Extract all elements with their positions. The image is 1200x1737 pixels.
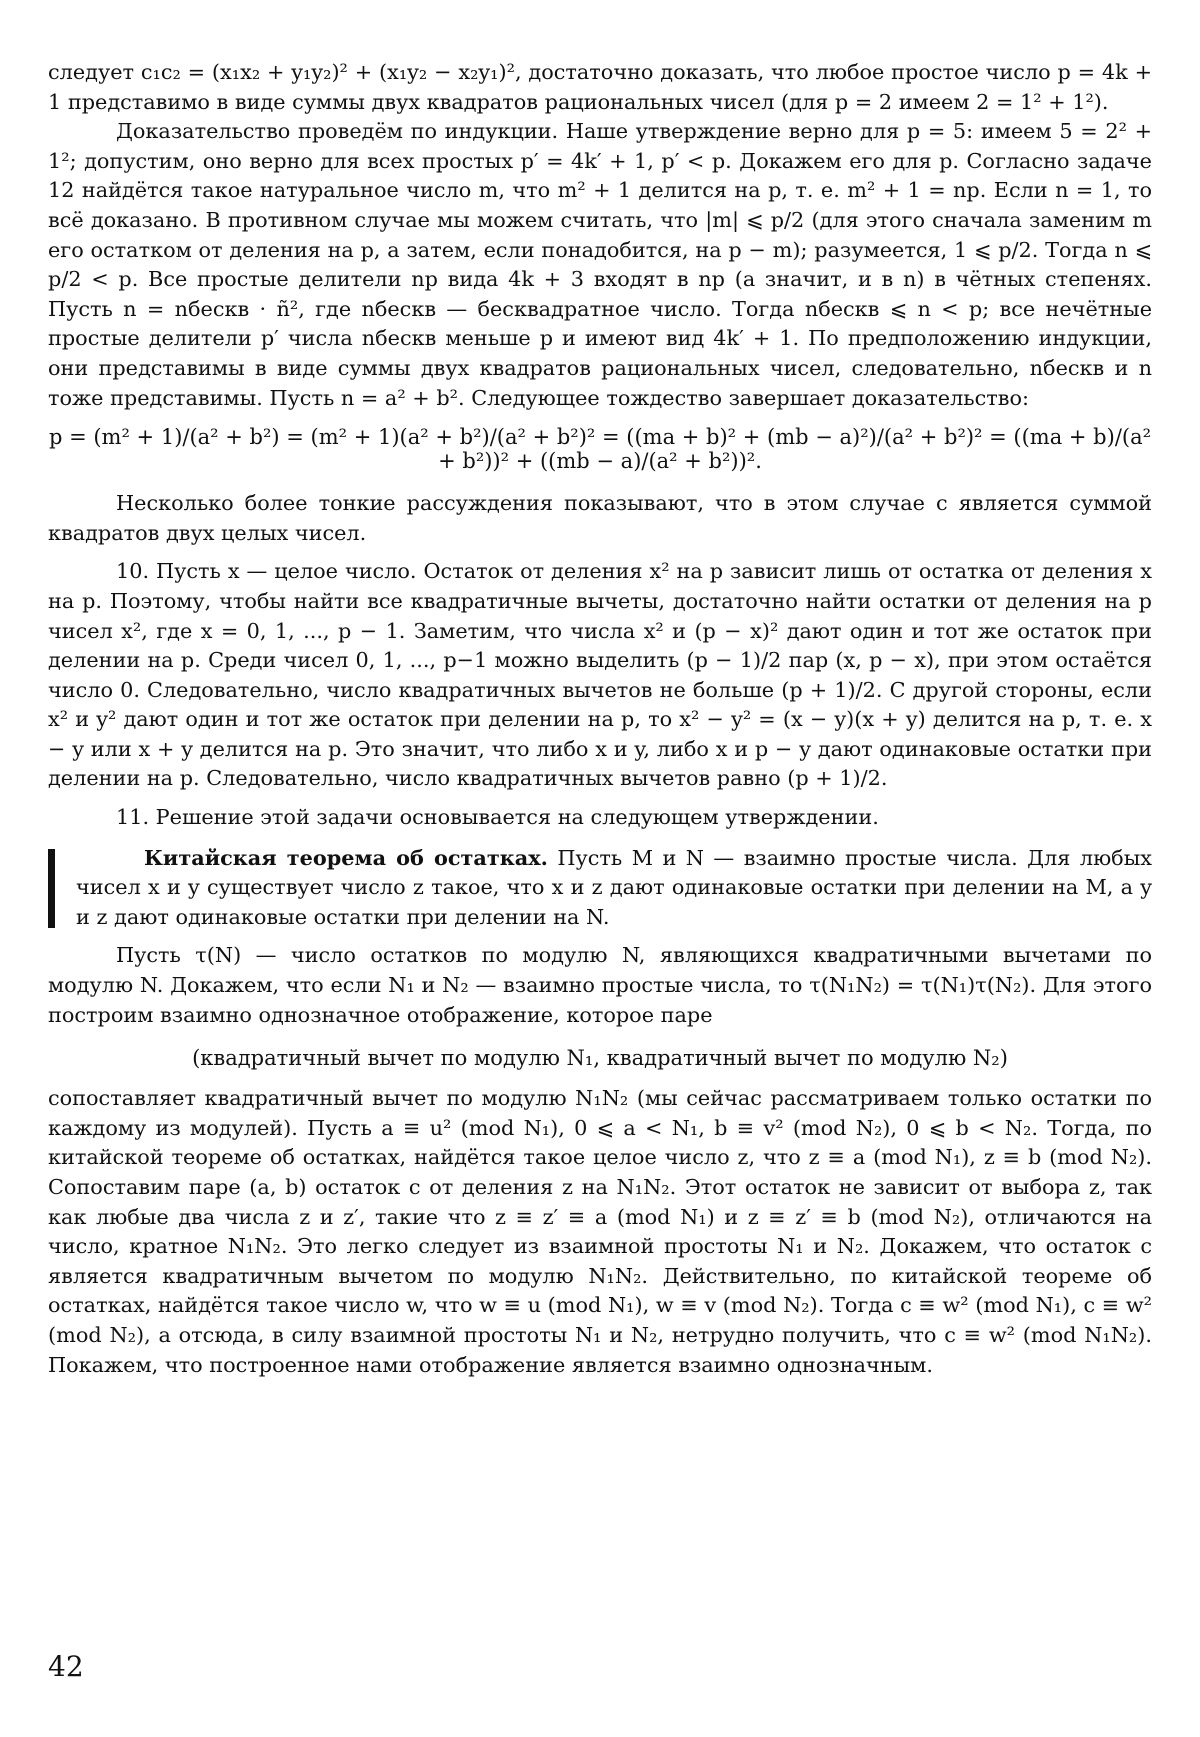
paragraph-intro: следует c₁c₂ = (x₁x₂ + y₁y₂)² + (x₁y₂ − x₂y₁)², достаточно доказать, что любое простое число p = 4k + 1 представимо в виде суммы двух квадратов рациональных чисел (для p = 2 имеем 2 = 1² + 1²). xyxy=(48,60,1152,114)
paragraph-problem-11: 11. Решение этой задачи основывается на следующем утверждении. xyxy=(116,805,879,830)
paragraph-tau-definition: Пусть τ(N) — число остатков по модулю N, являющихся квадратичными вычетами по модулю N. Докажем, что если N₁ и N₂ — взаимно простые числа, то τ(N₁N₂) = τ(N₁)τ(N₂). Для этого построим взаимно однозначное отображение, которое паре xyxy=(48,943,1152,1027)
theorem-block xyxy=(48,843,1152,933)
paragraph-induction-proof: Доказательство проведём по индукции. Наше утверждение верно для p = 5: имеем 5 = 2² + 1²; допустим, оно верно для всех простых p′ = 4k′ + 1, p′ < p. Докажем его для p. Согласно задаче 12 найдётся такое натуральное число m, что m² + 1 делится на p, т. е. m² + 1 = np. Если n = 1, то всё доказано. В противном случае мы можем считать, что |m| ⩽ p/2 (для этого сначала заменим m его остатком от деления на p, а затем, если понадобится, на p − m); разумеется, 1 ⩽ p/2. Тогда n ⩽ p/2 < p. Все простые делители np вида 4k + 3 входят в np (а значит, и в n) в чётных степенях. Пусть n = nбескв · ñ², где nбескв — бесквадратное число. Тогда nбескв ⩽ n < p; все нечётные простые делители p′ числа nбескв меньше p и имеют вид 4k′ + 1. По предположению индукции, они представимы в виде суммы двух квадратов рациональных чисел, следовательно, nбескв и n тоже представимы. Пусть n = a² + b². Следующее тождество завершает доказательство: xyxy=(48,119,1152,410)
identity-formula: p = (m² + 1)/(a² + b²) = (m² + 1)(a² + b²)/(a² + b²)² = ((ma + b)² + (mb − a)²)/(a² + b²)² = ((ma + b)/(a² + b²))² + ((mb − a)/(a² + b²))². xyxy=(48,425,1152,474)
theorem-body: Пусть M и N — взаимно простые числа. Для любых чисел x и y существует число z такое, что x и z дают одинаковые остатки при делении на M, а y и z дают одинаковые остатки при делении на N. xyxy=(76,845,1152,929)
paragraph-mapping-proof: сопоставляет квадратичный вычет по модулю N₁N₂ (мы сейчас рассматриваем только остатки по каждому из модулей). Пусть a ≡ u² (mod N₁), 0 ⩽ a < N₁, b ≡ v² (mod N₂), 0 ⩽ b < N₂. Тогда, по китайской теореме об остатках, найдётся такое целое число z, что z ≡ a (mod N₁), z ≡ b (mod N₂). Сопоставим паре (a, b) остаток c от деления z на N₁N₂. Этот остаток не зависит от выбора z, так как любые два числа z и z′, такие что z ≡ z′ ≡ a (mod N₁) и z ≡ z′ ≡ b (mod N₂), отличаются на число, кратное N₁N₂. Это легко следует из взаимной простоты N₁ и N₂. Докажем, что остаток c является квадратичным вычетом по модулю N₁N₂. Действительно, по китайской теореме об остатках, найдётся такое число w, что w ≡ u (mod N₁), w ≡ v (mod N₂). Тогда c ≡ w² (mod N₁), c ≡ w² (mod N₂), а отсюда, в силу взаимной простоты N₁ и N₂, нетрудно получить, что c ≡ w² (mod N₁N₂). Покажем, что построенное нами отображение является взаимно однозначным. xyxy=(48,1086,1152,1377)
theorem-title: Китайская теорема об остатках. xyxy=(144,844,548,870)
paragraph-remark: Несколько более тонкие рассуждения показывают, что в этом случае c является суммой квадратов двух целых чисел. xyxy=(48,491,1152,545)
page-number: 42 xyxy=(48,1650,84,1683)
theorem-text xyxy=(76,843,1152,933)
pair-line: (квадратичный вычет по модулю N₁, квадратичный вычет по модулю N₂) xyxy=(192,1046,1008,1071)
paragraph-problem-10: 10. Пусть x — целое число. Остаток от деления x² на p зависит лишь от остатка от деления x на p. Поэтому, чтобы найти все квадратичные вычеты, достаточно найти остатки от деления на p чисел x², где x = 0, 1, ..., p − 1. Заметим, что числа x² и (p − x)² дают один и тот же остаток при делении на p. Среди чисел 0, 1, ..., p−1 можно выделить (p − 1)/2 пар (x, p − x), при этом остаётся число 0. Следовательно, число квадратичных вычетов не больше (p + 1)/2. С другой стороны, если x² и y² дают один и тот же остаток при делении на p, то x² − y² = (x − y)(x + y) делится на p, т. е. x − y или x + y делится на p. Это значит, что либо x и y, либо x и p − y дают одинаковые остатки при делении на p. Следовательно, число квадратичных вычетов равно (p + 1)/2. xyxy=(48,559,1152,791)
theorem-margin-bar xyxy=(48,849,55,929)
